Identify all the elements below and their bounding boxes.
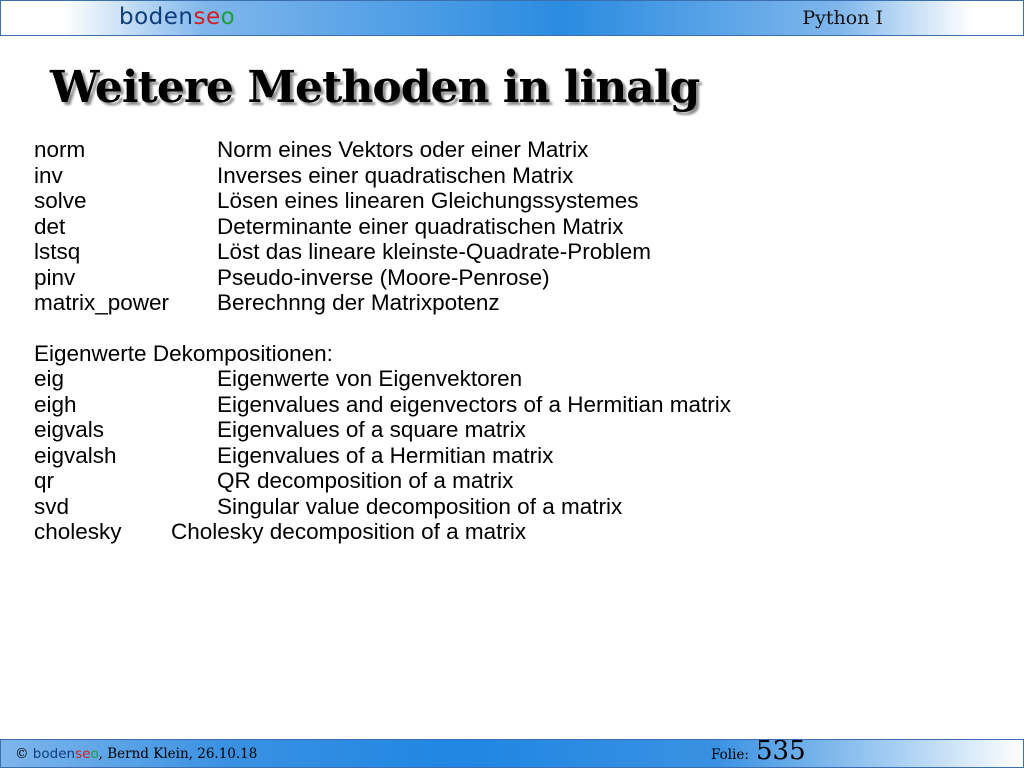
header-bar: [0, 0, 1024, 36]
footer-logo-part-2: se: [75, 746, 91, 762]
slide-number: 535: [756, 736, 806, 766]
method-description: Eigenvalues of a Hermitian matrix: [217, 442, 554, 468]
method-name: cholesky: [34, 519, 122, 544]
slide-title: Weitere Methoden in linalg: [50, 62, 700, 113]
method-description: Berechnng der Matrixpotenz: [217, 290, 500, 315]
slide-content: [34, 137, 974, 545]
eigen-row: [34, 494, 974, 520]
author-date: , Bernd Klein, 26.10.18: [98, 746, 258, 762]
method-name: det: [34, 213, 66, 239]
slide-label: Folie:: [711, 747, 749, 763]
method-name: svd: [34, 493, 70, 519]
footer-logo-part-3: o: [90, 746, 99, 762]
method-row: [34, 265, 974, 291]
method-row: [34, 214, 974, 240]
method-description: Cholesky decomposition of a matrix: [171, 519, 527, 544]
eigen-row: [34, 443, 974, 469]
section-spacer: [34, 316, 974, 341]
method-description: Pseudo-inverse (Moore-Penrose): [217, 264, 550, 290]
method-name: eigh: [34, 391, 77, 417]
method-name: qr: [34, 468, 55, 493]
copyright-symbol: ©: [15, 746, 29, 762]
method-name: eigvalsh: [34, 442, 117, 468]
method-name: solve: [34, 188, 87, 213]
logo-part-1: boden: [119, 4, 194, 30]
method-row: [34, 239, 974, 265]
method-description: Löst das lineare kleinste-Quadrate-Problem: [217, 239, 651, 264]
method-name: eig: [34, 366, 65, 391]
eigen-row: [34, 417, 974, 443]
method-description: Eigenwerte von Eigenvektoren: [217, 366, 523, 391]
footer-credits: [15, 746, 257, 762]
eigen-row: [34, 392, 974, 418]
method-description: Eigenvalues of a square matrix: [217, 417, 526, 442]
method-name: inv: [34, 162, 63, 188]
eigen-row: [34, 519, 974, 545]
method-name: matrix_power: [34, 290, 170, 315]
method-name: lstsq: [34, 239, 81, 264]
method-description: Inverses einer quadratischen Matrix: [217, 162, 574, 188]
course-title: Python I: [802, 7, 883, 29]
logo-part-2: se: [193, 4, 221, 30]
method-description: Determinante einer quadratischen Matrix: [217, 213, 624, 239]
method-name: eigvals: [34, 417, 105, 442]
method-description: Eigenvalues and eigenvectors of a Hermitian matrix: [217, 391, 732, 417]
method-description: Norm eines Vektors oder einer Matrix: [217, 137, 589, 162]
eigen-row: [34, 366, 974, 392]
method-row: [34, 188, 974, 214]
footer-logo-part-1: boden: [32, 746, 76, 762]
method-description: QR decomposition of a matrix: [217, 468, 514, 493]
eigen-section-heading: Eigenwerte Dekompositionen:: [34, 340, 333, 366]
logo-part-3: o: [220, 4, 236, 30]
method-description: Lösen eines linearen Gleichungssystemes: [217, 188, 639, 213]
method-row: [34, 137, 974, 163]
method-name: norm: [34, 137, 86, 162]
method-row: [34, 290, 974, 316]
footer-bar: [0, 736, 1024, 768]
method-row: [34, 163, 974, 189]
method-description: Singular value decomposition of a matrix: [217, 493, 623, 519]
eigen-row: [34, 468, 974, 494]
bodenseo-logo: [119, 4, 235, 30]
method-name: pinv: [34, 264, 76, 290]
